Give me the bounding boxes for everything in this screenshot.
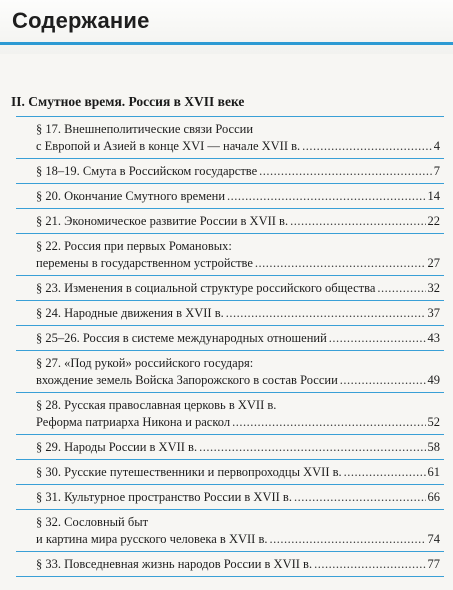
toc-entry-text [36, 213, 440, 230]
toc-entry-text [36, 489, 440, 506]
toc-entry[interactable] [16, 233, 444, 275]
page-number: 49 [427, 373, 440, 387]
toc-entry-text [36, 439, 440, 456]
paragraph-number: § 25–26. [36, 331, 80, 345]
page-number: 22 [427, 214, 440, 228]
toc-entry-line: с Европой и Азией в конце XVI — начале XVII в. [36, 139, 301, 153]
page-number: 52 [427, 415, 440, 429]
paragraph-number: § 29. [36, 440, 61, 454]
toc-entry-text [36, 330, 440, 347]
toc-entry-text [36, 556, 440, 573]
page-number: 43 [427, 331, 440, 345]
toc-entry-line: вхождение земель Войска Запорожского в состав России [36, 373, 338, 387]
paragraph-number: § 32. [36, 515, 61, 529]
dot-leader [314, 556, 425, 573]
toc-entry-line: Русские путешественники и первопроходцы XVII в. [64, 465, 342, 479]
toc-entry[interactable] [16, 275, 444, 300]
toc-entry[interactable] [16, 116, 444, 158]
toc-entry-text [36, 280, 440, 297]
toc-entry[interactable] [16, 183, 444, 208]
toc-entry-line: Народы России в XVII в. [64, 440, 198, 454]
page-number: 74 [427, 532, 440, 546]
toc-entry-line: «Под рукой» российского государя: [64, 356, 254, 370]
page-number: 27 [427, 256, 440, 270]
header-rule [0, 42, 453, 45]
dot-leader [290, 213, 425, 230]
toc-entry-line: Россия при первых Романовых: [64, 239, 232, 253]
toc-entry-text [36, 121, 440, 155]
page-header [0, 0, 453, 54]
toc-entry-text [36, 355, 440, 389]
toc-entry-line: Окончание Смутного времени [64, 189, 226, 203]
toc-entry-line: Сословный быт [64, 515, 149, 529]
toc-entry[interactable] [16, 300, 444, 325]
paragraph-number: § 21. [36, 214, 61, 228]
page-number: 66 [427, 490, 440, 504]
toc-entry-line: перемены в государственном устройстве [36, 256, 253, 270]
table-of-contents [16, 116, 444, 577]
toc-entry-line: Культурное пространство России в XVII в. [64, 490, 292, 504]
dot-leader [340, 372, 426, 389]
toc-entry[interactable] [16, 434, 444, 459]
page-number: 58 [427, 440, 440, 454]
page-number: 77 [427, 557, 440, 571]
toc-entry[interactable] [16, 459, 444, 484]
toc-entry-line: и картина мира русского человека в XVII в. [36, 532, 268, 546]
toc-entry-text [36, 305, 440, 322]
paragraph-number: § 24. [36, 306, 61, 320]
dot-leader [199, 439, 425, 456]
toc-entry[interactable] [16, 208, 444, 233]
toc-entry-text [36, 514, 440, 548]
toc-entry-text [36, 464, 440, 481]
paragraph-number: § 30. [36, 465, 61, 479]
toc-entry-line: Экономическое развитие России в XVII в. [64, 214, 289, 228]
toc-entry-line: Повседневная жизнь народов России в XVII в. [64, 557, 313, 571]
toc-entry[interactable] [16, 551, 444, 577]
toc-entry-line: Русская православная церковь в XVII в. [64, 398, 277, 412]
toc-entry-text [36, 238, 440, 272]
toc-entry-line: Реформа патриарха Никона и раскол [36, 415, 231, 429]
dot-leader [232, 414, 425, 431]
toc-entry[interactable] [16, 350, 444, 392]
dot-leader [302, 138, 432, 155]
paragraph-number: § 20. [36, 189, 61, 203]
dot-leader [329, 330, 426, 347]
toc-entry-line: Внешнеполитические связи России [64, 122, 254, 136]
toc-entry[interactable] [16, 158, 444, 183]
paragraph-number: § 31. [36, 490, 61, 504]
toc-entry[interactable] [16, 484, 444, 509]
dot-leader [377, 280, 425, 297]
page-number: 61 [427, 465, 440, 479]
paragraph-number: § 27. [36, 356, 61, 370]
dot-leader [226, 305, 426, 322]
page-title: Содержание [12, 8, 150, 33]
paragraph-number: § 22. [36, 239, 61, 253]
toc-entry-text [36, 188, 440, 205]
dot-leader [294, 489, 426, 506]
toc-entry-text [36, 163, 440, 180]
page-number: 37 [427, 306, 440, 320]
dot-leader [255, 255, 426, 272]
toc-entry-line: Смута в Российском государстве [82, 164, 258, 178]
paragraph-number: § 18–19. [36, 164, 80, 178]
paragraph-number: § 17. [36, 122, 61, 136]
toc-entry-line: Народные движения в XVII в. [64, 306, 224, 320]
toc-entry[interactable] [16, 392, 444, 434]
toc-entry[interactable] [16, 509, 444, 551]
dot-leader [259, 163, 432, 180]
section-title: II. Смутное время. Россия в XVII веке [11, 94, 245, 109]
page-number: 14 [427, 189, 440, 203]
dot-leader [270, 531, 426, 548]
paragraph-number: § 23. [36, 281, 61, 295]
dot-leader [344, 464, 426, 481]
paragraph-number: § 28. [36, 398, 61, 412]
page-number: 7 [433, 164, 440, 178]
paragraph-number: § 33. [36, 557, 61, 571]
toc-entry-line: Изменения в социальной структуре российского общества [64, 281, 376, 295]
dot-leader [227, 188, 425, 205]
toc-entry-line: Россия в системе международных отношений [82, 331, 327, 345]
page-number: 32 [427, 281, 440, 295]
toc-entry[interactable] [16, 325, 444, 350]
toc-entry-text [36, 397, 440, 431]
page-number: 4 [433, 139, 440, 153]
